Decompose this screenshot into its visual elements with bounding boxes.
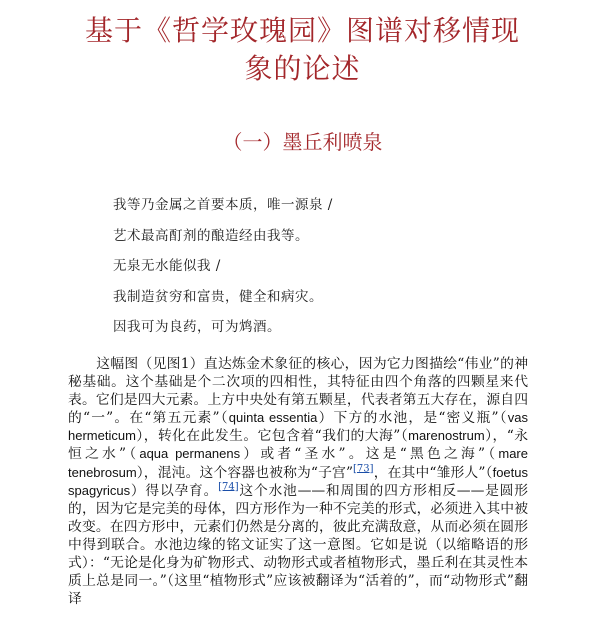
- body-text-segment: ）下方的水池，是“密义瓶”（: [317, 410, 508, 427]
- body-text-segment: 这幅图（见图1）直达炼金术象征的核心，因为它力图描绘“伟业”的神秘基础。这个基础是个二次项的四相性，其特征由四个角落的四颗星来代表。它们是四大元素。上方中央处有第五颗星，代表者第五大存在，源自四的“一”。在“第五元素”（: [68, 356, 528, 427]
- poem-line: 艺术最高酊剂的酿造经由我等。: [113, 227, 309, 244]
- latin-term: aqua permanens: [139, 446, 241, 462]
- poem-line: 无泉无水能似我 /: [113, 258, 221, 274]
- poem-line: 我制造贫穷和富贵，健全和病灾。: [113, 288, 323, 305]
- page-title-line-1: 基于《哲学玫瑰园》图谱对移情现: [84, 14, 520, 47]
- body-text-segment: ），转化在此发生。它包含着“我们的大海”（: [135, 428, 409, 445]
- latin-term: vas hermeticum: [68, 410, 528, 444]
- poem-line: 我等乃金属之首要本质，唯一源泉 /: [113, 197, 333, 213]
- latin-term: foetus spagyricus: [68, 464, 528, 498]
- body-paragraph: [68, 355, 528, 608]
- page-title-line-2: 象的论述: [244, 52, 361, 85]
- poem-block: [113, 196, 533, 349]
- poem-line: 因我可为良药，可为鸩酒。: [113, 319, 281, 335]
- body-text-segment: ），“永恒之水”（: [68, 428, 529, 463]
- body-text-segment: ）或者“圣水”。这是“黑色之海”（: [240, 446, 499, 463]
- body-text-segment: ，在其中“雏形人”（: [373, 464, 493, 481]
- footnote-link-73[interactable]: [73]: [353, 462, 374, 474]
- body-text-segment: ）得以孕育。: [130, 482, 219, 499]
- page-title: [20, 12, 585, 88]
- body-text-segment: 这个水池——和周围的四方形相反——是圆形的，因为它是完美的母体，四方形作为一种不完美的形式，必须进入其中被改变。在四方形中，元素们仍然是分离的，彼此充满敌意，从而必须在圆形中得到联合。水池边缘的铭文证实了这一意图。它如是说（以缩略语的形式）：“无论是化身为矿物形式、动物形式或者植物形式，墨丘利在其灵性本质上总是同一。”（这里“植物形式”应该被翻译为“活着的”，而“动物形式”翻译: [68, 482, 529, 608]
- latin-term: marenostrum: [408, 428, 485, 444]
- section-title: （一）墨丘利喷泉: [222, 130, 383, 154]
- latin-term: quinta essentia: [228, 410, 318, 426]
- body-text-segment: ），混沌。这个容器也被称为“子宫”: [136, 464, 354, 481]
- latin-term: mare tenebrosum: [68, 446, 528, 480]
- footnote-link-74[interactable]: [74]: [218, 481, 239, 493]
